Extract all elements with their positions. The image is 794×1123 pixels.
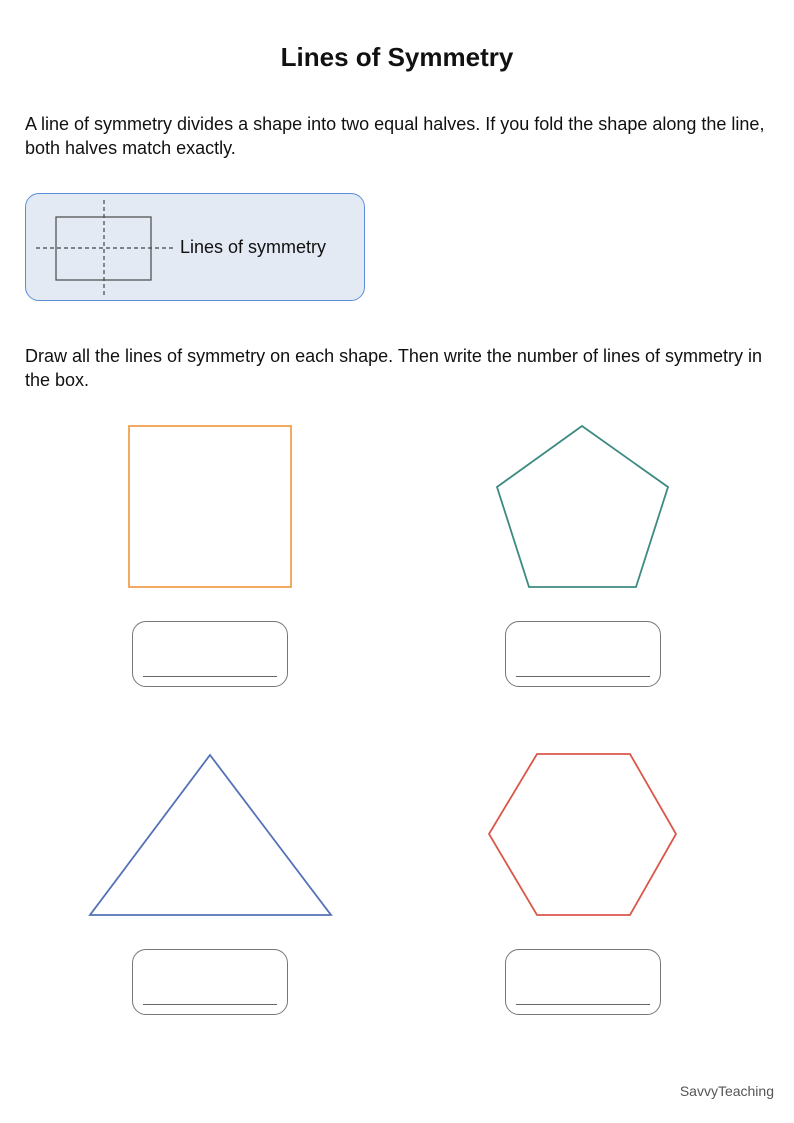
instructions-text: Draw all the lines of symmetry on each shape. Then write the number of lines of symmetry in the box. xyxy=(25,346,762,390)
example-label: Lines of symmetry xyxy=(180,237,327,257)
answer-line xyxy=(516,1004,650,1005)
pentagon-shape[interactable] xyxy=(497,426,668,587)
intro-text: A line of symmetry divides a shape into two equal halves. If you fold the shape along the line, both halves match exactly. xyxy=(25,114,765,158)
answer-line xyxy=(516,676,650,677)
page-title: Lines of Symmetry xyxy=(280,42,514,72)
footer-brand: SavvyTeaching xyxy=(679,1083,774,1099)
answer-line xyxy=(143,676,277,677)
answer-line xyxy=(143,1004,277,1005)
hexagon-shape[interactable] xyxy=(489,754,676,915)
answer-box-square[interactable] xyxy=(132,621,288,687)
answer-box-pentagon[interactable] xyxy=(505,621,661,687)
triangle-shape[interactable] xyxy=(90,755,331,915)
answer-box-hexagon[interactable] xyxy=(505,949,661,1015)
square-shape[interactable] xyxy=(129,426,291,587)
answer-box-triangle[interactable] xyxy=(132,949,288,1015)
